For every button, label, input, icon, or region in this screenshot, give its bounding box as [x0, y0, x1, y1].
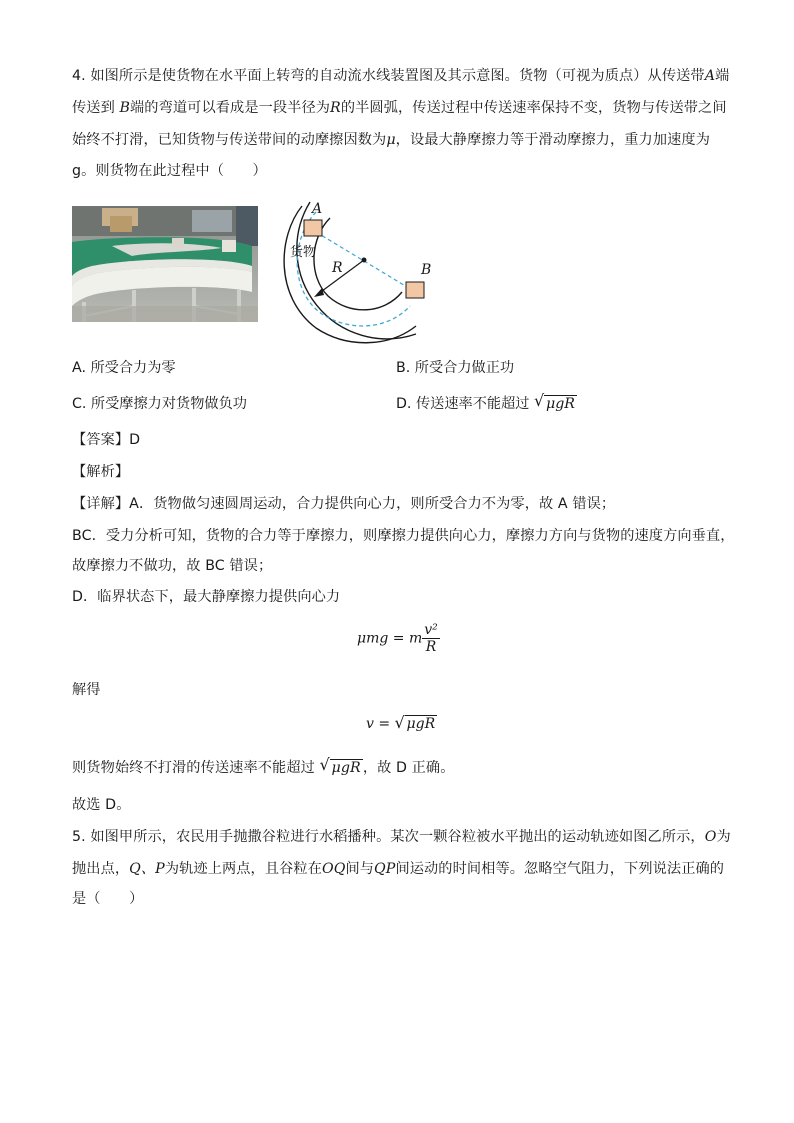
equation-1: μmg = m $\frac{\text{v²}}{R}$ [357, 622, 438, 655]
detail-line-1: 【详解】A．货物做匀速圆周运动，合力提供向心力，则所受合力不为零，故 A 错误； [72, 496, 616, 512]
label-B: B [421, 262, 432, 278]
analysis-title: 【解析】 [72, 464, 130, 480]
conclusion-line: 则货物始终不打滑的传送速率不能超过 √ μgR ，故 D 正确。 [72, 755, 455, 776]
answer: 【答案】D [72, 432, 141, 448]
option-A: A. 所受合力为零 [72, 360, 176, 376]
semicircle-diagram [276, 196, 446, 346]
q5-stem-line-1: 5. 如图甲所示，农民用手抛撒谷粒进行水稻播种。某次一颗谷粒被水平抛出的运动轨迹如图乙所示，O为 [72, 829, 731, 845]
equation-2: v = √ μgR [366, 713, 436, 732]
label-A: A [312, 201, 323, 217]
detail-line-3: 故摩擦力不做功，故 BC 错误； [72, 558, 273, 574]
sqrt-expression: √ μgR [533, 391, 575, 412]
q4-stem-line-1: 4. 如图所示是使货物在水平面上转弯的自动流水线装置图及其示意图。货物（可视为质点）从传送带A端 [72, 68, 730, 84]
label-R: R [332, 260, 343, 276]
detail-line-4: D．临界状态下，最大静摩擦力提供向心力 [72, 589, 341, 605]
detail-line-2: BC．受力分析可知，货物的合力等于摩擦力，则摩擦力提供向心力，摩擦力方向与货物的速度方向垂直， [72, 528, 735, 544]
option-B: B. 所受合力做正功 [396, 360, 515, 376]
q5-stem-line-2: 抛出点，Q、P为轨迹上两点，且谷粒在OQ间与QP间运动的时间相等。忽略空气阻力，下列说法正确的 [72, 861, 725, 877]
q4-stem-line-4: g。则货物在此过程中（ ） [72, 163, 267, 179]
conveyor-schematic [276, 196, 446, 346]
q4-stem-line-3: 始终不打滑，已知货物与传送带间的动摩擦因数为μ，设最大静摩擦力等于滑动摩擦力，重力加速度为 [72, 132, 710, 148]
option-D: D. 传送速率不能超过 √ μgR [396, 393, 577, 415]
label-cargo: 货物 [290, 245, 317, 260]
q5-stem-line-3: 是（ ） [72, 891, 144, 907]
q4-stem-line-2: 传送到 B端的弯道可以看成是一段半径为R的半圆弧，传送过程中传送速率保持不变，货物与传送带之间 [72, 100, 727, 116]
option-C: C. 所受摩擦力对货物做负功 [72, 396, 247, 412]
conveyor-photo [72, 206, 258, 322]
solve-label: 解得 [72, 682, 101, 698]
choose-line: 故选 D。 [72, 797, 131, 813]
